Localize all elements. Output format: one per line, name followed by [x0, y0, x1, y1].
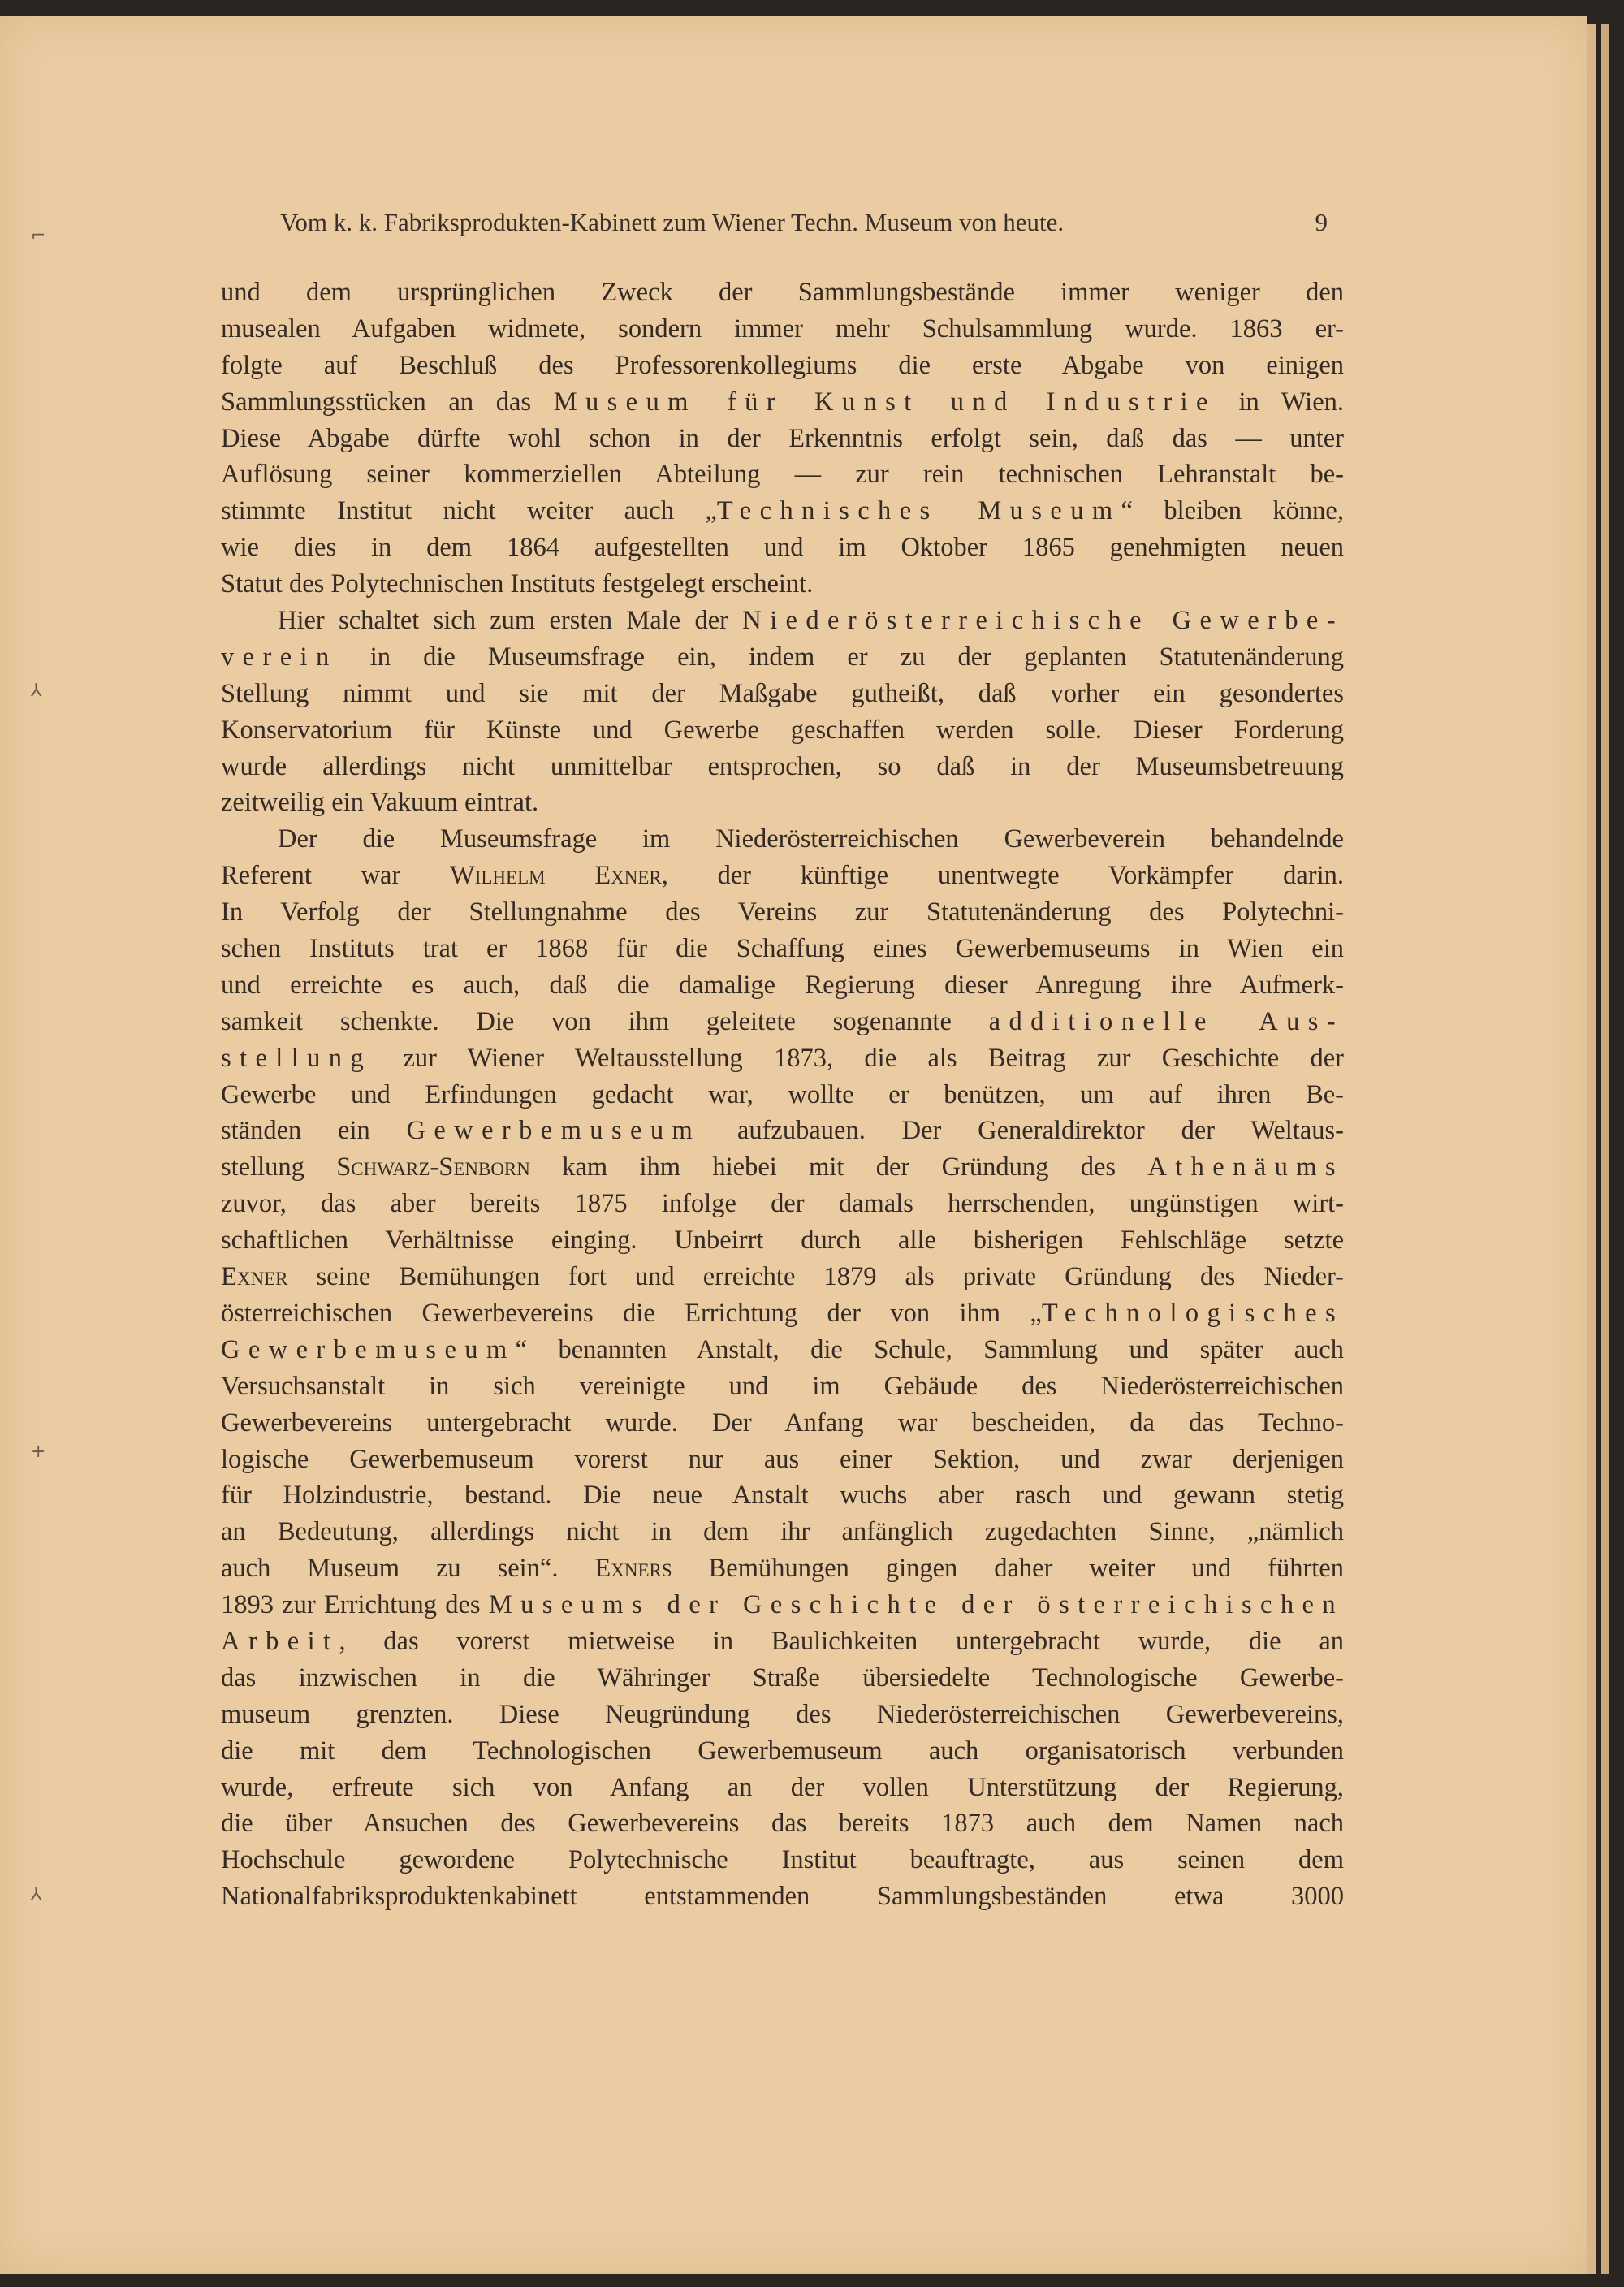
text-run: , das vorerst mietweise in Baulichkeiten untergebracht wurde, die an — [339, 1626, 1344, 1656]
text-line — [221, 967, 1344, 1004]
text-line — [221, 1259, 1344, 1295]
text-run: 1893 zur Errichtung des — [221, 1590, 489, 1620]
text-line — [221, 1697, 1344, 1733]
text-run: auch Museum zu sein“. — [221, 1554, 595, 1584]
text-run: Nationalfabriksproduktenkabinett entstammenden Sammlungsbeständen etwa 3000 — [221, 1882, 1344, 1912]
spaced-emphasis: stellung — [221, 1043, 373, 1073]
spaced-emphasis: Museums der Geschichte der österreichischen — [488, 1590, 1344, 1620]
text-line — [221, 1004, 1344, 1040]
text-line — [221, 530, 1344, 566]
text-run: an Bedeutung, allerdings nicht in dem ihr anfänglich zugedachten Sinne, „nämlich — [221, 1517, 1344, 1547]
text-line — [221, 456, 1344, 493]
text-run: schaftlichen Verhältnisse einging. Unbeirrt durch alle bisherigen Fehlschläge setzte — [221, 1226, 1344, 1256]
text-run: Der die Museumsfrage im Niederösterreichischen Gewerbeverein behandelnde — [278, 824, 1344, 854]
text-run: Stellung nimmt und sie mit der Maßgabe gutheißt, daß vorher ein gesondertes — [221, 678, 1344, 708]
text-line — [221, 1514, 1344, 1550]
text-run: seine Bemühungen fort und erreichte 1879 als private Gründung des Nieder- — [287, 1262, 1344, 1292]
body-text — [221, 275, 1344, 1915]
text-run: zur Wiener Weltausstellung 1873, die als Beitrag zur Geschichte der — [372, 1043, 1344, 1073]
text-line — [221, 1149, 1344, 1186]
text-run: zeitweilig ein Vakuum eintrat. — [221, 788, 539, 818]
text-line — [221, 566, 1344, 603]
text-line — [221, 348, 1344, 384]
text-line — [221, 1477, 1344, 1514]
text-run: Gewerbe und Erfindungen gedacht war, wollte er benützen, um auf ihren Be- — [221, 1079, 1344, 1109]
page-number: 9 — [1315, 208, 1328, 236]
margin-cross-icon: + — [31, 1442, 46, 1462]
text-run: Diese Abgabe dürfte wohl schon in der Erkenntnis erfolgt sein, daß das — unter — [221, 423, 1344, 453]
text-run: wie dies in dem 1864 aufgestellten und im Oktober 1865 genehmigten neuen — [221, 533, 1344, 563]
text-line — [221, 1186, 1344, 1222]
text-run: Gewerbevereins untergebracht wurde. Der Anfang war bescheiden, da das Techno- — [221, 1407, 1344, 1437]
text-line — [221, 749, 1344, 785]
page-edge — [1587, 24, 1596, 2274]
text-line — [221, 1550, 1344, 1587]
text-line — [221, 894, 1344, 931]
text-run: stellung — [221, 1152, 337, 1182]
text-run: Konservatorium für Künste und Gewerbe geschaffen werden solle. Dieser Forderung — [221, 715, 1344, 745]
scanned-page — [0, 16, 1587, 2274]
small-caps-name: Exners — [594, 1554, 672, 1584]
text-line — [221, 821, 1344, 858]
text-run: und dem ursprünglichen Zweck der Sammlungsbestände immer weniger den — [221, 278, 1344, 307]
text-line — [221, 1733, 1344, 1770]
margin-arrow-icon: ⅄ — [31, 1884, 42, 1904]
text-run: Hier schaltet sich zum ersten Male der — [278, 606, 743, 636]
text-run: folgte auf Beschluß des Professorenkollegiums die erste Abgabe von einigen — [221, 350, 1344, 380]
text-line — [221, 785, 1344, 821]
text-run: Bemühungen gingen daher weiter und führten — [672, 1554, 1344, 1584]
text-line — [221, 1077, 1344, 1113]
text-line — [221, 421, 1344, 457]
text-line — [221, 1442, 1344, 1478]
text-line — [221, 858, 1344, 894]
text-line — [221, 1332, 1344, 1368]
text-line — [221, 1770, 1344, 1806]
spaced-emphasis: Gewerbemuseum — [221, 1334, 516, 1364]
margin-arrow-icon: ⅄ — [31, 681, 42, 701]
text-run: samkeit schenkte. Die von ihm geleitete sogenannte — [221, 1006, 989, 1036]
small-caps-name: Wilhelm Exner — [450, 861, 662, 891]
margin-tick-icon: ⌐ — [31, 226, 46, 246]
text-run: österreichischen Gewerbevereins die Errichtung der von ihm „ — [221, 1298, 1042, 1328]
text-line — [221, 1113, 1344, 1149]
text-line — [221, 1368, 1344, 1405]
text-run: das inzwischen in die Währinger Straße übersiedelte Technologische Gewerbe- — [221, 1662, 1344, 1693]
spaced-emphasis: Gewerbemuseum — [406, 1116, 702, 1146]
spaced-emphasis: additionelle Aus- — [988, 1006, 1345, 1036]
text-run: aufzubauen. Der Generaldirektor der Weltaus- — [701, 1116, 1344, 1146]
text-run: wurde, erfreute sich von Anfang an der vollen Unterstützung der Regierung, — [221, 1772, 1344, 1802]
small-caps-name: Exner — [221, 1262, 288, 1292]
text-line — [221, 493, 1344, 530]
text-run: In Verfolg der Stellungnahme des Vereins zur Statutenänderung des Polytechni- — [221, 897, 1344, 927]
text-run: stimmte Institut nicht weiter auch „ — [221, 496, 717, 526]
text-line — [221, 639, 1344, 676]
text-run: logische Gewerbemuseum vorerst nur aus einer Sektion, und zwar derjenigen — [221, 1444, 1344, 1474]
text-run: “ benannten Anstalt, die Schule, Sammlung und später auch — [515, 1334, 1344, 1364]
text-line — [221, 1805, 1344, 1842]
spaced-emphasis: verein — [221, 642, 338, 672]
page-edge — [1601, 24, 1609, 2274]
text-run: Versuchsanstalt in sich vereinigte und im Gebäude des Niederösterreichischen — [221, 1371, 1344, 1401]
text-line — [221, 1040, 1344, 1077]
text-line — [221, 275, 1344, 311]
text-run: in die Museumsfrage ein, indem er zu der geplanten Statutenänderung — [337, 642, 1344, 672]
text-line — [221, 712, 1344, 749]
text-run: kam ihm hiebei mit der Gründung des — [529, 1152, 1148, 1182]
text-line — [221, 931, 1344, 967]
text-line — [221, 1295, 1344, 1332]
text-run: für Holzindustrie, bestand. Die neue Anstalt wuchs aber rasch und gewann stetig — [221, 1481, 1344, 1511]
text-line — [221, 1222, 1344, 1259]
small-caps-name: Schwarz-Senborn — [336, 1152, 530, 1182]
text-line — [221, 1660, 1344, 1697]
text-line — [221, 1587, 1344, 1623]
text-run: die über Ansuchen des Gewerbevereins das bereits 1873 auch dem Namen nach — [221, 1809, 1344, 1839]
text-run: museum grenzten. Diese Neugründung des Niederösterreichischen Gewerbevereins, — [221, 1699, 1344, 1729]
text-run: in Wien. — [1216, 387, 1345, 417]
text-line — [221, 1878, 1344, 1915]
text-run: zuvor, das aber bereits 1875 infolge der damals herrschenden, ungünstigen wirt- — [221, 1189, 1344, 1219]
text-run: Referent war — [221, 861, 451, 891]
spaced-emphasis: Niederösterreichische Gewerbe- — [742, 606, 1344, 636]
text-line — [221, 1842, 1344, 1878]
text-run: und erreichte es auch, daß die damalige Regierung dieser Anregung ihre Aufmerk- — [221, 970, 1344, 1000]
text-run: ständen ein — [221, 1116, 407, 1146]
text-line — [221, 1623, 1344, 1660]
spaced-emphasis: Arbeit — [221, 1626, 339, 1656]
spaced-emphasis: Athenäums — [1147, 1152, 1344, 1182]
text-line — [221, 1405, 1344, 1442]
text-run: , der künftige unentwegte Vorkämpfer darin. — [661, 861, 1344, 891]
text-run: wurde allerdings nicht unmittelbar entsprochen, so daß in der Museumsbetreuung — [221, 751, 1344, 781]
text-line — [221, 603, 1344, 639]
text-run: die mit dem Technologischen Gewerbemuseum auch organisatorisch verbunden — [221, 1736, 1344, 1766]
spaced-emphasis: Museum für Kunst und Industrie — [553, 387, 1216, 417]
text-run: Auflösung seiner kommerziellen Abteilung — zur rein technischen Lehranstalt be- — [221, 460, 1344, 490]
text-line — [221, 384, 1344, 421]
text-run: Statut des Polytechnischen Instituts festgelegt erscheint. — [221, 569, 814, 599]
spaced-emphasis: Technologisches — [1041, 1298, 1344, 1328]
running-header — [280, 208, 1328, 244]
text-run: schen Instituts trat er 1868 für die Schaffung eines Gewerbemuseums in Wien ein — [221, 934, 1344, 964]
text-run: musealen Aufgaben widmete, sondern immer mehr Schulsammlung wurde. 1863 er- — [221, 313, 1344, 344]
spaced-emphasis: Technisches Museum — [716, 496, 1121, 526]
text-line — [221, 311, 1344, 348]
running-title: Vom k. k. Fabriksprodukten-Kabinett zum Wiener Techn. Museum von heute. — [280, 208, 1065, 236]
text-run: “ bleiben könne, — [1121, 496, 1344, 526]
text-run: Hochschule gewordene Polytechnische Institut beauftragte, aus seinen dem — [221, 1845, 1344, 1875]
text-line — [221, 676, 1344, 712]
text-run: Sammlungsstücken an das — [221, 387, 554, 417]
